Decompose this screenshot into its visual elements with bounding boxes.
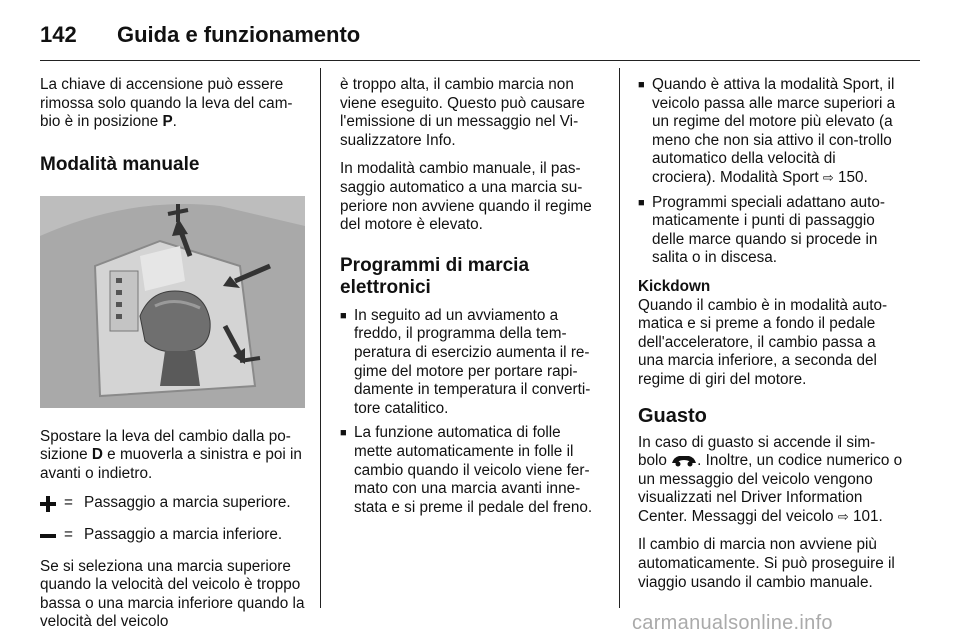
gear-selection-paragraph: Se si seleziona una marcia superiore quando la velocità del veicolo è troppo bassa o una marcia inferiore quando la velocità del veicolo [40,557,305,631]
gear-lever-illustration [40,196,305,408]
heading-kickdown: Kickdown [638,277,711,295]
page-header [40,16,920,61]
fault-consequence-paragraph: Il cambio di marcia non avviene più automaticamente. Si può proseguire il viaggio usando il cambio manuale. [638,536,895,591]
programs-list-continued [638,76,903,268]
vehicle-messages-ref[interactable]: 101. [852,507,883,525]
column-2 [340,76,602,525]
heading-manual-mode: Modalità manuale [40,153,200,175]
sport-mode-ref[interactable]: 150. [838,168,868,186]
column-divider-1 [320,68,321,608]
bullet-icon: ■ [340,309,347,322]
page-number: 142 [40,22,77,47]
list-item: ■ In seguito ad un avviamento a freddo, il programma della tem-peratura di esercizio aumenta il re-gime del motore per portare rapi-damente in temperatura il converti-tore catalitico. [340,306,591,417]
fault-paragraph: In caso di guasto si accende il sim-bolo . Inoltre, un codice numerico o un messaggio del veicolo vengono visualizzati nel Driver Information Center. Messaggi del veicolo ⇨ 101. [638,433,903,525]
plus-icon [40,496,56,518]
heading-electronic-programs: Programmi di marcia elettronici [340,254,530,298]
manual-mode-paragraph: In modalità cambio manuale, il pas-saggio automatico a una marcia su-periore non avviene quando il regime del motore è elevato. [340,160,592,234]
shift-instruction: Spostare la leva del cambio dalla po-sizione D e muoverla a sinistra e poi in avanti o indietro. [40,427,302,482]
list-item: ■ Programmi speciali adattano auto-maticamente i punti di passaggio delle marce quando si procede in salita o in discesa. [638,193,885,267]
bullet-icon: ■ [638,196,645,209]
column-3 [638,76,903,602]
list-item: ■ La funzione automatica di folle mette automaticamente in folle il cambio quando il veicolo viene fer-mato con una marcia avanti inne-stata e si preme il pedale del freno. [340,424,593,516]
page-ref-icon: ⇨ [837,508,849,524]
upshift-legend: = Passaggio a marcia superiore. [40,494,305,516]
bullet-icon: ■ [638,79,645,91]
bullet-icon: ■ [340,427,347,440]
programs-list [340,307,602,518]
minus-icon [40,528,56,550]
column-1 [40,76,305,642]
page-ref-icon: ⇨ [822,169,834,185]
kickdown-paragraph: Quando il cambio è in modalità auto-matica e si preme a fondo il pedale dell'acceleratore, il cambio passa a una marcia inferiore, a seconda del regime di giri del motore. [638,296,888,388]
watermark: carmanualsonline.info [632,612,833,634]
heading-fault: Guasto [638,404,707,427]
list-item: ■ Quando è attiva la modalità Sport, il veicolo passa alle marce superiori a un regime del motore più elevato (a meno che non sia attivo il con-trollo automatico della velocità di crociera). Modalità Sport ⇨ 150. [638,76,896,186]
downshift-legend: = Passaggio a marcia inferiore. [40,526,305,548]
column-divider-2 [619,68,620,608]
section-title: Guida e funzionamento [117,22,361,47]
transmission-fault-icon [671,452,697,469]
key-removal-paragraph: La chiave di accensione può essere rimossa solo quando la leva del cam-bio è in posizione P. [40,76,293,131]
continued-paragraph: è troppo alta, il cambio marcia non viene eseguito. Questo può causare l'emissione di un messaggio nel Vi-sualizzatore Info. [340,76,585,149]
